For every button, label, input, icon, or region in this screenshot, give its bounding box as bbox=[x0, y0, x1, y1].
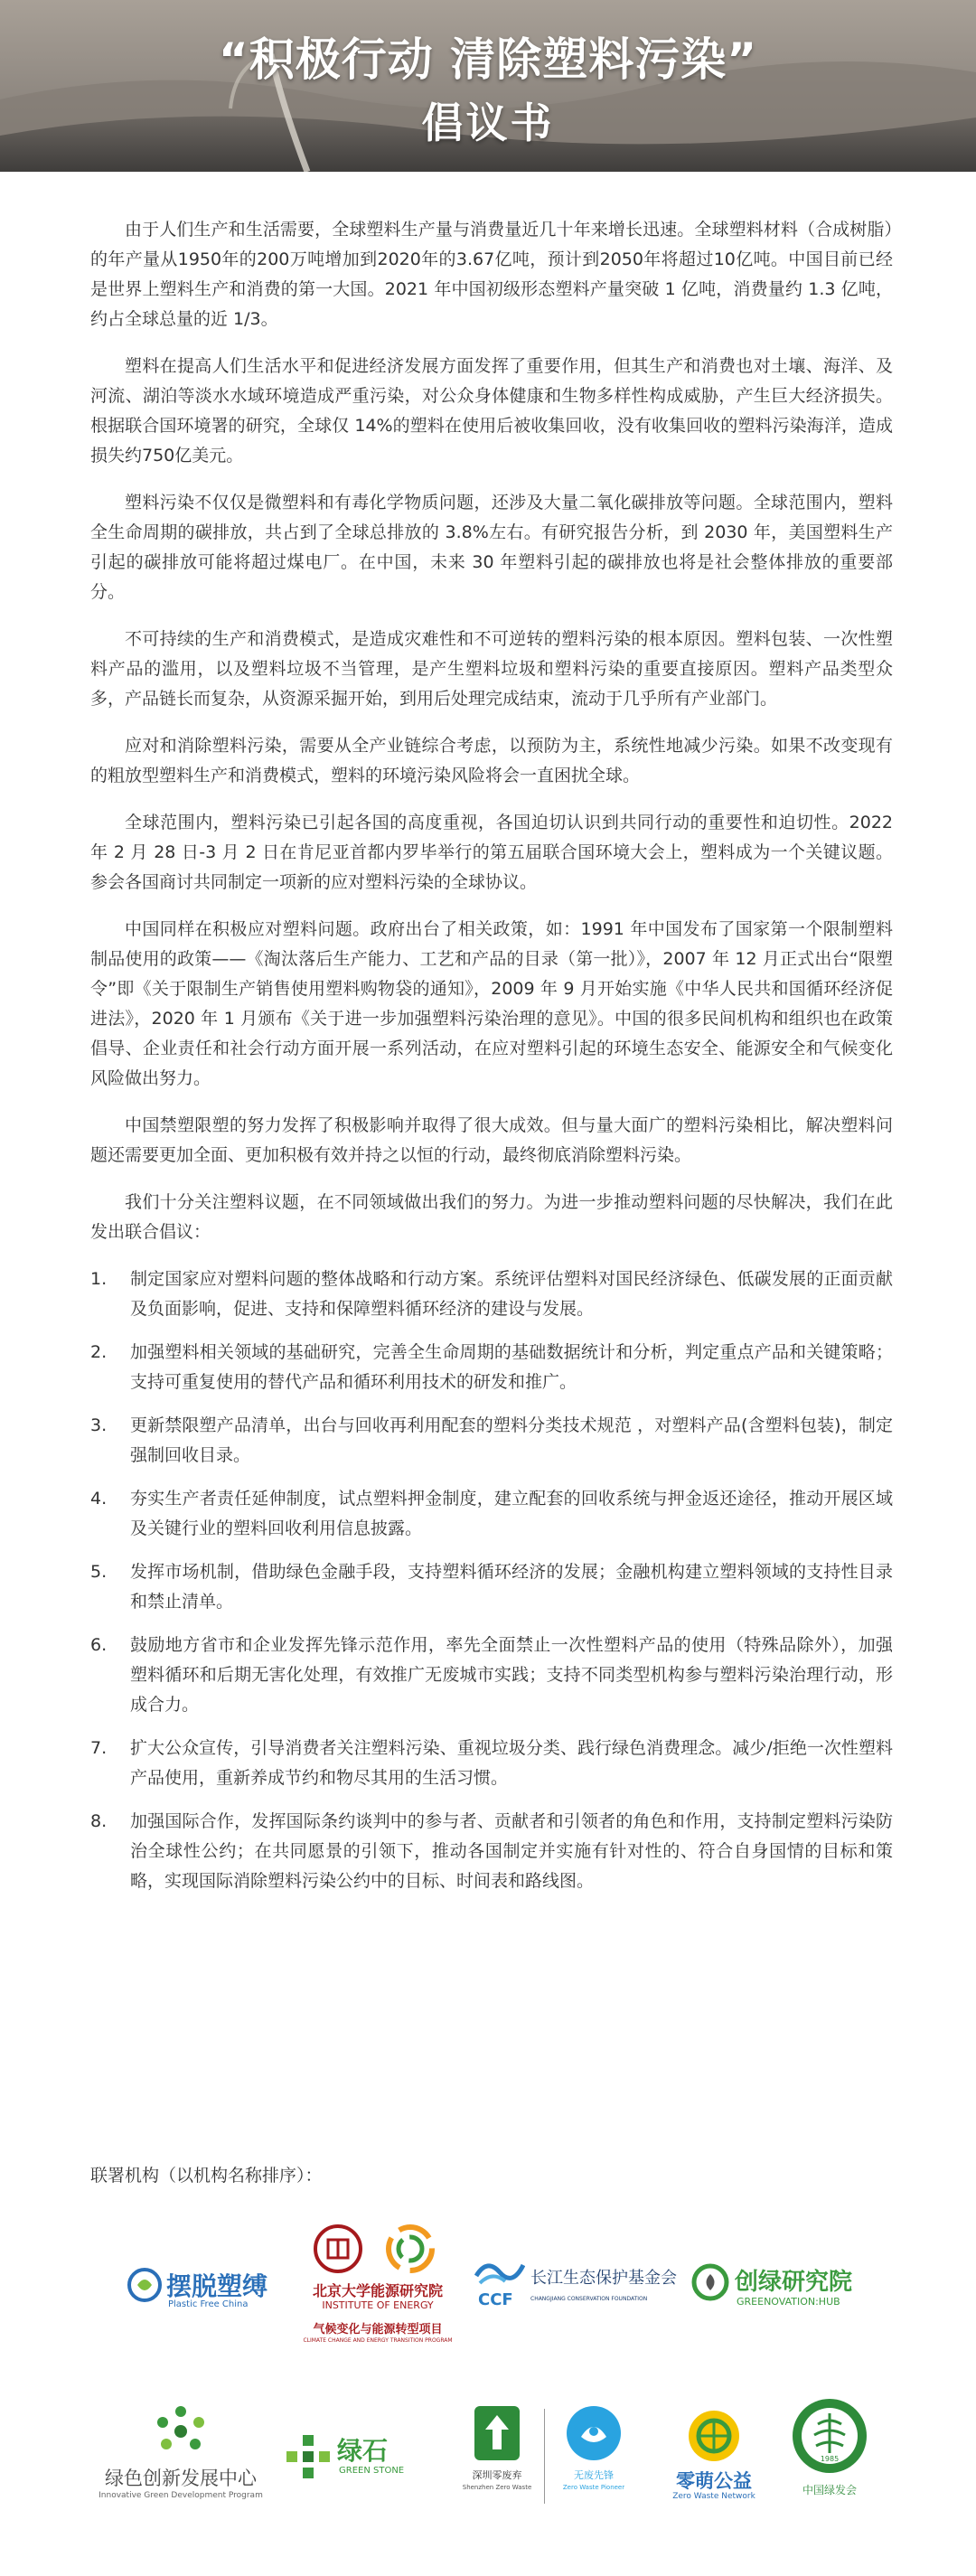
energy-swirl-icon bbox=[385, 2223, 436, 2274]
logo-igdp bbox=[95, 2404, 267, 2504]
paragraph: 塑料污染不仅仅是微塑料和有毒化学物质问题，还涉及大量二氧化碳排放等问题。全球范围内，塑料全生命周期的碳排放，共占到了全球总排放的 3.8%左右。有研究报告分析，到 2030 年，美国塑料生产引起的碳排放可能将超过煤电厂。在中国，未来 30 年塑料引起的碳排放也将是社会整体排放的重要部分。 bbox=[90, 493, 893, 602]
china-green-friends-year: 1985 bbox=[820, 2455, 840, 2463]
proposal-text: 鼓励地方省市和企业发挥先锋示范作用，率先全面禁止一次性塑料产品的使用（特殊品除外），加强塑料循环和后期无害化处理，有效推广无废城市实践；支持不同类型机构参与塑料污染治理行动，形成合力。 bbox=[130, 1635, 893, 1715]
proposal-number: 2. bbox=[90, 1342, 108, 1362]
page-subtitle: 倡议书 bbox=[421, 99, 555, 147]
shenzhen-zero-waste-cn: 深圳零废弃 bbox=[472, 2469, 522, 2481]
proposal-text: 夯实生产者责任延伸制度，试点塑料押金制度，建立配套的回收系统与押金返还途径，推动开展区域及关键行业的塑料回收利用信息披露。 bbox=[130, 1489, 893, 1538]
greenovation-icon bbox=[691, 2263, 729, 2301]
proposal-text: 加强塑料相关领域的基础研究，完善全生命周期的基础数据统计和分析，判定重点产品和关键策略；支持可重复使用的替代产品和循环利用技术的研发和推广。 bbox=[130, 1342, 893, 1392]
paragraph: 全球范围内，塑料污染已引起各国的高度重视，各国迫切认识到共同行动的重要性和迫切性。2022 年 2 月 28 日-3 月 2 日在肯尼亚首都内罗毕举行的第五届联合国环境大会上，塑料成为一个关键议题。参会各国商讨共同制定一项新的应对塑料污染的全球协议。 bbox=[90, 813, 893, 892]
pku-seal-icon bbox=[313, 2223, 363, 2274]
proposal-number: 7. bbox=[90, 1738, 108, 1758]
proposal-item bbox=[90, 1734, 893, 1793]
logo-china-green-friends bbox=[784, 2397, 875, 2515]
proposal-item bbox=[90, 1484, 893, 1544]
logo-wuxi-xianfeng bbox=[553, 2404, 634, 2513]
zero-waste-network-icon bbox=[687, 2409, 741, 2463]
proposal-text: 加强国际合作，发挥国际条约谈判中的参与者、贡献者和引领者的角色和作用，支持制定塑料污染防治全球性公约；在共同愿景的引领下，推动各国制定并实施有针对性的、符合自身国情的目标和策略，实现国际消除塑料污染公约中的目标、时间表和路线图。 bbox=[130, 1811, 893, 1891]
plastic-free-china-cn: 摆脱塑缚 bbox=[166, 2271, 268, 2301]
proposal-item bbox=[90, 1264, 893, 1324]
ccf-wave-icon bbox=[474, 2254, 525, 2287]
proposal-item bbox=[90, 1807, 893, 1896]
paragraph: 塑料在提高人们生活水平和促进经济发展方面发挥了重要作用，但其生产和消费也对土壤、海洋、及河流、湖泊等淡水水域环境造成严重污染，对公众身体健康和生物多样性构成威胁，产生巨大经济损失。根据联合国环境署的研究，全球仅 14%的塑料在使用后被收集回收，没有收集回收的塑料污染海洋，造成损失约750亿美元。 bbox=[90, 356, 893, 465]
proposal-item bbox=[90, 1557, 893, 1617]
proposal-number: 8. bbox=[90, 1811, 108, 1831]
ccf-abbr: CCF bbox=[478, 2290, 513, 2309]
pku-project-cn: 气候变化与能源转型项目 bbox=[313, 2323, 443, 2336]
paragraph: 中国同样在积极应对塑料问题。政府出台了相关政策，如：1991 年中国发布了国家第一个限制塑料制品使用的政策——《淘汰落后生产能力、工艺和产品的目录（第一批）》，2007 年 12 月正式出台“限塑令”即《关于限制生产销售使用塑料购物袋的通知》，2009 年 9 月开始实施《中华人民共和国循环经济促进法》，2020 年 1 月颁布《关于进一步加强塑料污染治理的意见》。中国的很多民间机构和组织也在政策倡导、企业责任和社会行动方面开展一系列活动，在应对塑料引起的环境生态安全、能源安全和气候变化风险做出努力。 bbox=[90, 919, 893, 1088]
pku-energy-en: INSTITUTE OF ENERGY bbox=[322, 2299, 434, 2311]
proposal-text: 扩大公众宣传，引导消费者关注塑料污染、重视垃圾分类、践行绿色消费理念。减少/拒绝一次性塑料产品使用，重新养成节约和物尽其用的生活习惯。 bbox=[130, 1738, 893, 1788]
divider-line bbox=[544, 2409, 545, 2504]
logo-pku-energy bbox=[287, 2223, 468, 2350]
shenzhen-zero-waste-en: Shenzhen Zero Waste bbox=[462, 2484, 532, 2491]
logo-zero-waste-network bbox=[660, 2409, 768, 2508]
china-green-friends-cn: 中国绿发会 bbox=[802, 2484, 857, 2496]
proposal-number: 6. bbox=[90, 1635, 108, 1655]
wuxi-xianfeng-en: Zero Waste Pioneer bbox=[562, 2484, 625, 2491]
proposal-item bbox=[90, 1631, 893, 1720]
proposal-text: 制定国家应对塑料问题的整体战略和行动方案。系统评估塑料对国民经济绿色、低碳发展的正面贡献及负面影响，促进、支持和保障塑料循环经济的建设与发展。 bbox=[130, 1269, 893, 1319]
proposal-text: 发挥市场机制，借助绿色金融手段，支持塑料循环经济的发展；金融机构建立塑料领域的支持性目录和禁止清单。 bbox=[130, 1562, 893, 1612]
paragraph: 中国禁塑限塑的努力发挥了积极影响并取得了很大成效。但与量大面广的塑料污染相比，解决塑料问题还需要更加全面、更加积极有效并持之以恒的行动，最终彻底消除塑料污染。 bbox=[90, 1115, 893, 1165]
paragraph: 不可持续的生产和消费模式，是造成灾难性和不可逆转的塑料污染的根本原因。塑料包装、一次性塑料产品的滥用，以及塑料垃圾不当管理，是产生塑料垃圾和塑料污染的重要直接原因。塑料产品类型众多，产品链长而复杂，从资源采掘开始，到用后处理完成结束，流动于几乎所有产业部门。 bbox=[90, 629, 893, 709]
china-green-friends-seal-icon bbox=[791, 2397, 868, 2475]
proposal-list bbox=[90, 1264, 893, 1896]
proposal-item bbox=[90, 1338, 893, 1397]
paragraph: 由于人们生产和生活需要，全球塑料生产量与消费量近几十年来增长迅速。全球塑料材料（合成树脂）的年产量从1950年的200万吨增加到2020年的3.67亿吨，预计到2050年将超过10亿吨。中国目前已经是世界上塑料生产和消费的第一大国。2021 年中国初级形态塑料产量突破 1 亿吨，消费量约 1.3 亿吨，约占全球总量的近 1/3。 bbox=[90, 220, 893, 329]
wuxi-xianfeng-icon bbox=[565, 2404, 623, 2462]
proposal-number: 4. bbox=[90, 1489, 108, 1509]
logo-shenzhen-zero-waste bbox=[456, 2404, 538, 2513]
greenovation-cn: 创绿研究院 bbox=[735, 2269, 853, 2296]
green-stone-cn: 绿石 bbox=[337, 2436, 389, 2466]
pku-project-en: CLIMATE CHANGE AND ENERGY TRANSITION PROGRAM bbox=[303, 2337, 453, 2344]
logo-ccf bbox=[474, 2251, 677, 2323]
logo-plastic-free-china bbox=[127, 2260, 271, 2317]
proposal-number: 1. bbox=[90, 1269, 108, 1289]
greenovation-en: GREENOVATION:HUB bbox=[737, 2296, 840, 2308]
green-stone-icon bbox=[285, 2433, 332, 2480]
logo-green-stone bbox=[285, 2431, 411, 2486]
igdp-en: Innovative Green Development Program bbox=[99, 2491, 263, 2500]
document-body bbox=[90, 215, 893, 1910]
green-stone-en: GREEN STONE bbox=[339, 2466, 405, 2476]
ccf-en: CHANGJIANG CONSERVATION FOUNDATION bbox=[530, 2296, 648, 2302]
plastic-free-china-en: Plastic Free China bbox=[168, 2299, 249, 2309]
igdp-dots-icon bbox=[154, 2404, 208, 2458]
ccf-cn: 长江生态保护基金会 bbox=[530, 2269, 677, 2288]
proposal-item bbox=[90, 1411, 893, 1471]
pku-energy-cn: 北京大学能源研究院 bbox=[312, 2282, 443, 2299]
paragraph: 应对和消除塑料污染，需要从全产业链综合考虑，以预防为主，系统性地减少污染。如果不改变现有的粗放型塑料生产和消费模式，塑料的环境污染风险将会一直困扰全球。 bbox=[90, 736, 893, 785]
page-title: “积极行动 清除塑料污染” bbox=[218, 33, 758, 86]
igdp-cn: 绿色创新发展中心 bbox=[105, 2468, 257, 2489]
shenzhen-zero-waste-icon bbox=[473, 2404, 521, 2462]
logo-greenovation bbox=[691, 2260, 863, 2317]
proposal-number: 3. bbox=[90, 1415, 108, 1435]
proposal-number: 5. bbox=[90, 1562, 108, 1582]
zero-waste-network-en: Zero Waste Network bbox=[672, 2492, 755, 2501]
wuxi-xianfeng-cn: 无废先锋 bbox=[574, 2469, 614, 2481]
plastic-free-china-icon bbox=[127, 2267, 163, 2303]
proposal-text: 更新禁限塑产品清单，出台与回收再利用配套的塑料分类技术规范 ，对塑料产品(含塑料包装)，制定强制回收目录。 bbox=[130, 1415, 893, 1465]
hero-banner bbox=[0, 0, 976, 172]
paragraph: 我们十分关注塑料议题，在不同领域做出我们的努力。为进一步推动塑料问题的尽快解决，我们在此发出联合倡议： bbox=[90, 1192, 893, 1242]
zero-waste-network-cn: 零萌公益 bbox=[676, 2470, 752, 2492]
signers-heading: 联署机构（以机构名称排序）： bbox=[90, 2166, 323, 2186]
